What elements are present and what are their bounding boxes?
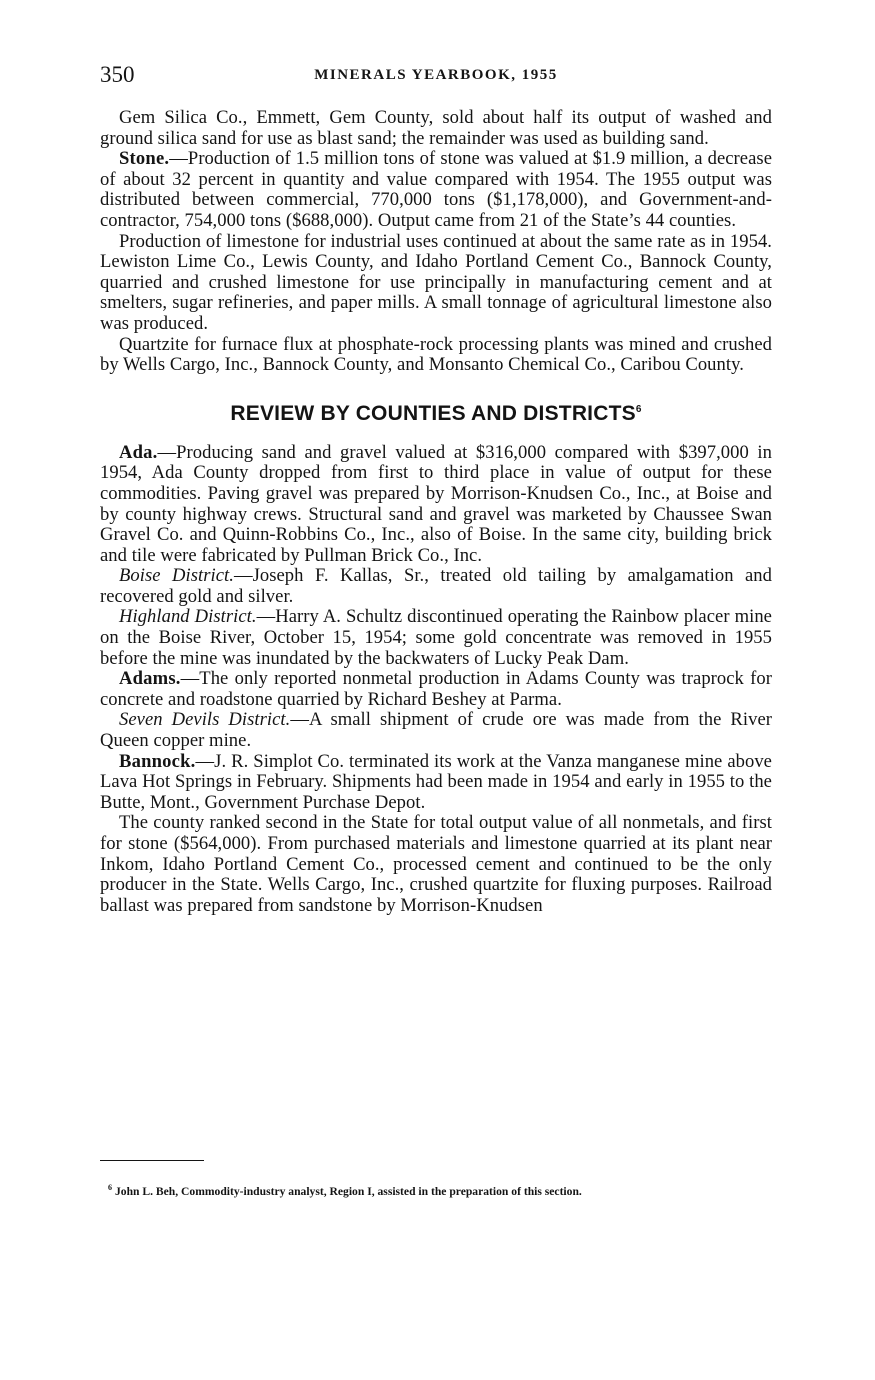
paragraph-text: —The only reported nonmetal production in Adams County was traprock for concrete and roadstone quarried by Richard Beshey at Parma. (100, 668, 772, 710)
paragraph-ada (100, 443, 772, 567)
paragraph-text: —A small shipment of crude ore was made from the River Queen copper mine. (100, 709, 772, 752)
paragraph-boise-district (100, 566, 772, 607)
footnote-rule (100, 1160, 204, 1161)
footnote (108, 1181, 772, 1199)
paragraph-text: —Producing sand and gravel valued at $316,000 compared with $397,000 in 1954, Ada County dropped from first to third place in value of output for these commodities. Paving gravel was prepared by Morrison-Knudsen Co., Inc., at Boise and by county highway crews. Structural sand and gravel was marketed by Chaussee Swan Gravel Co. and Quinn-Robbins Co., Inc., also of Boise. In the same city, building brick and tile were fabricated by Pullman Brick Co., Inc. (100, 441, 772, 566)
paragraph-text: —Joseph F. Kallas, Sr., treated old tailing by amalgamation and recovered gold and silver. (100, 565, 772, 607)
paragraph-gem-silica: Gem Silica Co., Emmett, Gem County, sold about half its output of washed and ground silica sand for use as blast sand; the remainder was used as building sand. (100, 107, 772, 149)
page-number: 350 (100, 62, 135, 87)
running-head (100, 62, 772, 92)
paragraph-lead: Highland District. (119, 606, 257, 628)
paragraph-lead: Ada. (119, 441, 158, 463)
paragraph-county-rank: The county ranked second in the State for total output value of all nonmetals, and first for stone ($564,000). From purchased materials and limestone quarried at its plant near Inkom, Idaho Portland Cement Co., processed cement and continued to be the only producer in the State. Wells Cargo, Inc., crushed quartzite for fluxing purposes. Railroad ballast was prepared from sandstone by Morrison-Knudsen (100, 812, 772, 916)
paragraph-stone (100, 149, 772, 231)
paragraph-bannock (100, 752, 772, 814)
paragraph-text: —Production of 1.5 million tons of stone was valued at $1.9 million, a decrease of about 32 percent in quantity and value compared with 1954. The 1955 output was distributed between commercial, 770,000 tons ($1,178,000), and Government-and-contractor, 754,000 tons ($688,000). Output came from 21 of the State’s 44 counties. (100, 148, 772, 231)
paragraph-lead: Adams. (119, 668, 181, 690)
section-title: REVIEW BY COUNTIES AND DISTRICTS (230, 401, 636, 425)
paragraph-lead: Bannock. (119, 750, 196, 772)
footnote-reference: 6 (635, 403, 642, 415)
paragraph-text: —Harry A. Schultz discontinued operating the Rainbow placer mine on the Boise River, October 15, 1954; some gold concentrate was removed in 1955 before the mine was inundated by the backwaters of Lucky Peak Dam. (100, 606, 772, 669)
paragraph-limestone: Production of limestone for industrial uses continued at about the same rate as in 1954. Lewiston Lime Co., Lewis County, and Idaho Portland Cement Co., Bannock County, quarried and crushed limestone for use principally in manufacturing cement and at smelters, sugar refineries, and paper mills. A small tonnage of agricultural limestone also was produced. (100, 230, 772, 334)
footnote-text: John L. Beh, Commodity-industry analyst, Region I, assisted in the preparation of this section. (115, 1184, 582, 1198)
paragraph-lead: Seven Devils District. (119, 709, 291, 731)
running-title: MINERALS YEARBOOK, 1955 (314, 67, 558, 83)
paragraph-adams (100, 669, 772, 710)
paragraph-seven-devils (100, 710, 772, 751)
footnote-mark: 6 (108, 1183, 112, 1192)
paragraph-highland-district (100, 607, 772, 669)
paragraph-lead: Boise District. (119, 565, 234, 587)
body-text (100, 108, 772, 916)
paragraph-lead: Stone. (119, 148, 170, 170)
paragraph-quartzite: Quartzite for furnace flux at phosphate-rock processing plants was mined and crushed by Wells Cargo, Inc., Bannock County, and Monsanto Chemical Co., Caribou County. (100, 333, 772, 376)
paragraph-text: —J. R. Simplot Co. terminated its work at the Vanza manganese mine above Lava Hot Springs in February. Shipments had been made in 1954 and early in 1955 to the Butte, Mont., Government Purchase Depot. (100, 750, 772, 813)
section-heading (100, 402, 772, 426)
